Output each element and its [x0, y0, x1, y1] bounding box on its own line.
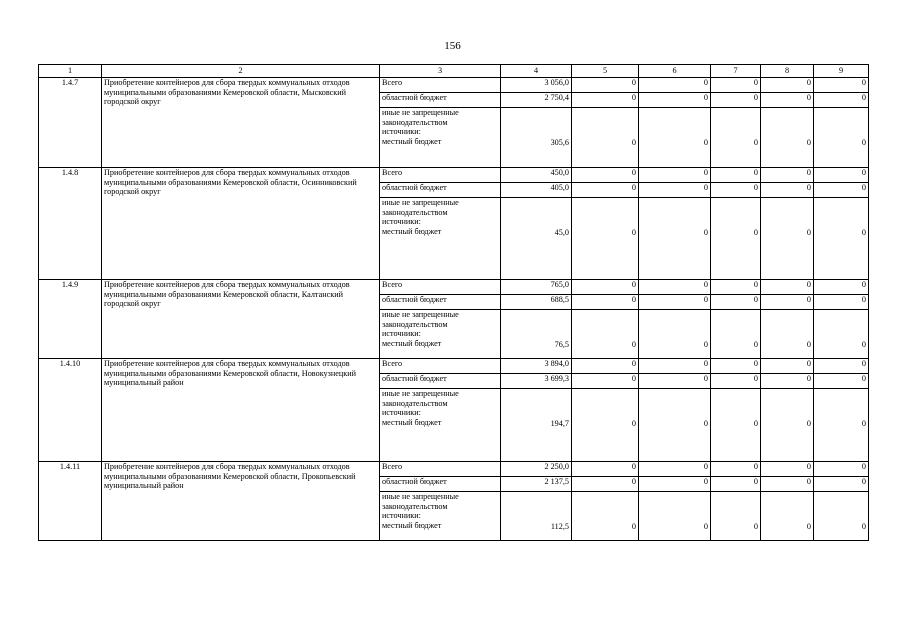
- source-other-label: иные не запрещенные: [382, 198, 459, 207]
- local-value: 0: [814, 389, 869, 462]
- total-value: 0: [639, 462, 711, 477]
- total-value: 3 056,0: [501, 78, 572, 93]
- total-value: 0: [639, 280, 711, 295]
- source-other-label: законодательством: [382, 117, 448, 127]
- item-code: 1.4.8: [39, 168, 102, 280]
- local-value: 0: [761, 310, 814, 359]
- source-other-label: иные не запрещенные: [382, 492, 459, 501]
- regional-value: 0: [761, 183, 814, 198]
- table-row: [39, 280, 869, 295]
- total-value: 2 250,0: [501, 462, 572, 477]
- total-value: 450,0: [501, 168, 572, 183]
- header-col-5: 5: [572, 65, 639, 78]
- regional-value: 0: [711, 295, 761, 310]
- local-value: 0: [572, 310, 639, 359]
- local-value: 0: [814, 492, 869, 541]
- header-col-2: 2: [102, 65, 380, 78]
- regional-value: 0: [814, 93, 869, 108]
- regional-value: 0: [572, 374, 639, 389]
- source-local-label: местный бюджет: [382, 226, 442, 236]
- budget-table: [38, 64, 869, 541]
- source-total-label: Всего: [380, 462, 501, 477]
- total-value: 0: [814, 359, 869, 374]
- local-value: 0: [711, 389, 761, 462]
- regional-value: 0: [639, 183, 711, 198]
- total-value: 0: [639, 168, 711, 183]
- local-value: 0: [572, 492, 639, 541]
- local-value: 0: [711, 492, 761, 541]
- source-other-label: законодательством: [382, 319, 448, 329]
- total-value: 3 894,0: [501, 359, 572, 374]
- total-value: 765,0: [501, 280, 572, 295]
- source-regional-label: областной бюджет: [380, 477, 501, 492]
- local-value: 0: [761, 492, 814, 541]
- header-col-1: 1: [39, 65, 102, 78]
- source-other-label: законодательством: [382, 501, 448, 511]
- regional-value: 0: [572, 477, 639, 492]
- table-row: [39, 78, 869, 93]
- source-regional-label: областной бюджет: [380, 374, 501, 389]
- source-other-label: источники:: [382, 511, 421, 521]
- source-other-label: иные не запрещенные: [382, 108, 459, 117]
- table-row: [39, 359, 869, 374]
- source-other-label: законодательством: [382, 207, 448, 217]
- item-code: 1.4.9: [39, 280, 102, 359]
- regional-value: 0: [572, 183, 639, 198]
- regional-value: 405,0: [501, 183, 572, 198]
- source-total-label: Всего: [380, 168, 501, 183]
- total-value: 0: [572, 359, 639, 374]
- source-other-cell: [380, 198, 501, 280]
- total-value: 0: [761, 462, 814, 477]
- total-value: 0: [711, 462, 761, 477]
- total-value: 0: [814, 78, 869, 93]
- local-value: 305,6: [501, 108, 572, 168]
- local-value: 0: [639, 492, 711, 541]
- regional-value: 0: [711, 183, 761, 198]
- regional-value: 0: [761, 374, 814, 389]
- local-value: 0: [711, 198, 761, 280]
- local-value: 0: [814, 198, 869, 280]
- total-value: 0: [761, 78, 814, 93]
- total-value: 0: [572, 280, 639, 295]
- local-value: 0: [761, 389, 814, 462]
- header-col-8: 8: [761, 65, 814, 78]
- total-value: 0: [572, 168, 639, 183]
- source-other-cell: [380, 389, 501, 462]
- source-local-label: местный бюджет: [382, 338, 442, 348]
- item-name: Приобретение контейнеров для сбора твердых коммунальных отходов муниципальными образованиями Кемеровской области, Осинниковский городской округ: [102, 168, 380, 280]
- header-col-7: 7: [711, 65, 761, 78]
- local-value: 76,5: [501, 310, 572, 359]
- source-regional-label: областной бюджет: [380, 93, 501, 108]
- local-value: 0: [572, 198, 639, 280]
- local-value: 0: [639, 108, 711, 168]
- source-local-label: местный бюджет: [382, 520, 442, 530]
- regional-value: 0: [639, 93, 711, 108]
- regional-value: 0: [761, 93, 814, 108]
- regional-value: 0: [761, 295, 814, 310]
- source-other-label: иные не запрещенные: [382, 310, 459, 319]
- local-value: 45,0: [501, 198, 572, 280]
- table-row: [39, 168, 869, 183]
- local-value: 0: [761, 108, 814, 168]
- regional-value: 0: [639, 477, 711, 492]
- item-name: Приобретение контейнеров для сбора твердых коммунальных отходов муниципальными образованиями Кемеровской области, Новокузнецкий муниципальный район: [102, 359, 380, 462]
- regional-value: 0: [572, 295, 639, 310]
- regional-value: 0: [814, 295, 869, 310]
- source-total-label: Всего: [380, 359, 501, 374]
- local-value: 0: [761, 198, 814, 280]
- local-value: 0: [572, 389, 639, 462]
- source-other-label: иные не запрещенные: [382, 389, 459, 398]
- regional-value: 0: [639, 374, 711, 389]
- regional-value: 0: [711, 93, 761, 108]
- total-value: 0: [639, 359, 711, 374]
- local-value: 0: [639, 389, 711, 462]
- regional-value: 0: [761, 477, 814, 492]
- regional-value: 2 750,4: [501, 93, 572, 108]
- source-other-cell: [380, 108, 501, 168]
- source-regional-label: областной бюджет: [380, 183, 501, 198]
- source-other-label: законодательством: [382, 398, 448, 408]
- local-value: 0: [639, 310, 711, 359]
- header-col-4: 4: [501, 65, 572, 78]
- regional-value: 0: [639, 295, 711, 310]
- total-value: 0: [572, 78, 639, 93]
- source-other-label: источники:: [382, 217, 421, 227]
- total-value: 0: [761, 168, 814, 183]
- total-value: 0: [711, 168, 761, 183]
- source-local-label: местный бюджет: [382, 417, 442, 427]
- source-local-label: местный бюджет: [382, 136, 442, 146]
- item-name: Приобретение контейнеров для сбора твердых коммунальных отходов муниципальными образованиями Кемеровской области, Калтанский городской округ: [102, 280, 380, 359]
- total-value: 0: [814, 462, 869, 477]
- regional-value: 3 699,3: [501, 374, 572, 389]
- item-code: 1.4.7: [39, 78, 102, 168]
- header-col-3: 3: [380, 65, 501, 78]
- source-other-label: источники:: [382, 127, 421, 137]
- source-other-label: источники:: [382, 408, 421, 418]
- local-value: 0: [711, 310, 761, 359]
- total-value: 0: [814, 168, 869, 183]
- header-col-9: 9: [814, 65, 869, 78]
- local-value: 0: [711, 108, 761, 168]
- total-value: 0: [711, 280, 761, 295]
- source-regional-label: областной бюджет: [380, 295, 501, 310]
- source-total-label: Всего: [380, 280, 501, 295]
- item-code: 1.4.11: [39, 462, 102, 541]
- total-value: 0: [639, 78, 711, 93]
- regional-value: 2 137,5: [501, 477, 572, 492]
- table-body: [39, 78, 869, 541]
- total-value: 0: [761, 359, 814, 374]
- header-col-6: 6: [639, 65, 711, 78]
- regional-value: 0: [814, 374, 869, 389]
- item-code: 1.4.10: [39, 359, 102, 462]
- source-other-label: источники:: [382, 329, 421, 339]
- source-total-label: Всего: [380, 78, 501, 93]
- total-value: 0: [711, 78, 761, 93]
- local-value: 0: [572, 108, 639, 168]
- table-row: [39, 462, 869, 477]
- local-value: 0: [639, 198, 711, 280]
- item-name: Приобретение контейнеров для сбора твердых коммунальных отходов муниципальными образованиями Кемеровской области, Прокопьевский муниципальный район: [102, 462, 380, 541]
- total-value: 0: [711, 359, 761, 374]
- total-value: 0: [761, 280, 814, 295]
- total-value: 0: [814, 280, 869, 295]
- source-other-cell: [380, 310, 501, 359]
- local-value: 194,7: [501, 389, 572, 462]
- item-name: Приобретение контейнеров для сбора твердых коммунальных отходов муниципальными образованиями Кемеровской области, Мысковский городской округ: [102, 78, 380, 168]
- regional-value: 688,5: [501, 295, 572, 310]
- local-value: 0: [814, 108, 869, 168]
- local-value: 0: [814, 310, 869, 359]
- regional-value: 0: [572, 93, 639, 108]
- regional-value: 0: [814, 477, 869, 492]
- regional-value: 0: [814, 183, 869, 198]
- regional-value: 0: [711, 477, 761, 492]
- header-row: [39, 65, 869, 78]
- regional-value: 0: [711, 374, 761, 389]
- local-value: 112,5: [501, 492, 572, 541]
- source-other-cell: [380, 492, 501, 541]
- total-value: 0: [572, 462, 639, 477]
- page-number: 156: [444, 40, 461, 52]
